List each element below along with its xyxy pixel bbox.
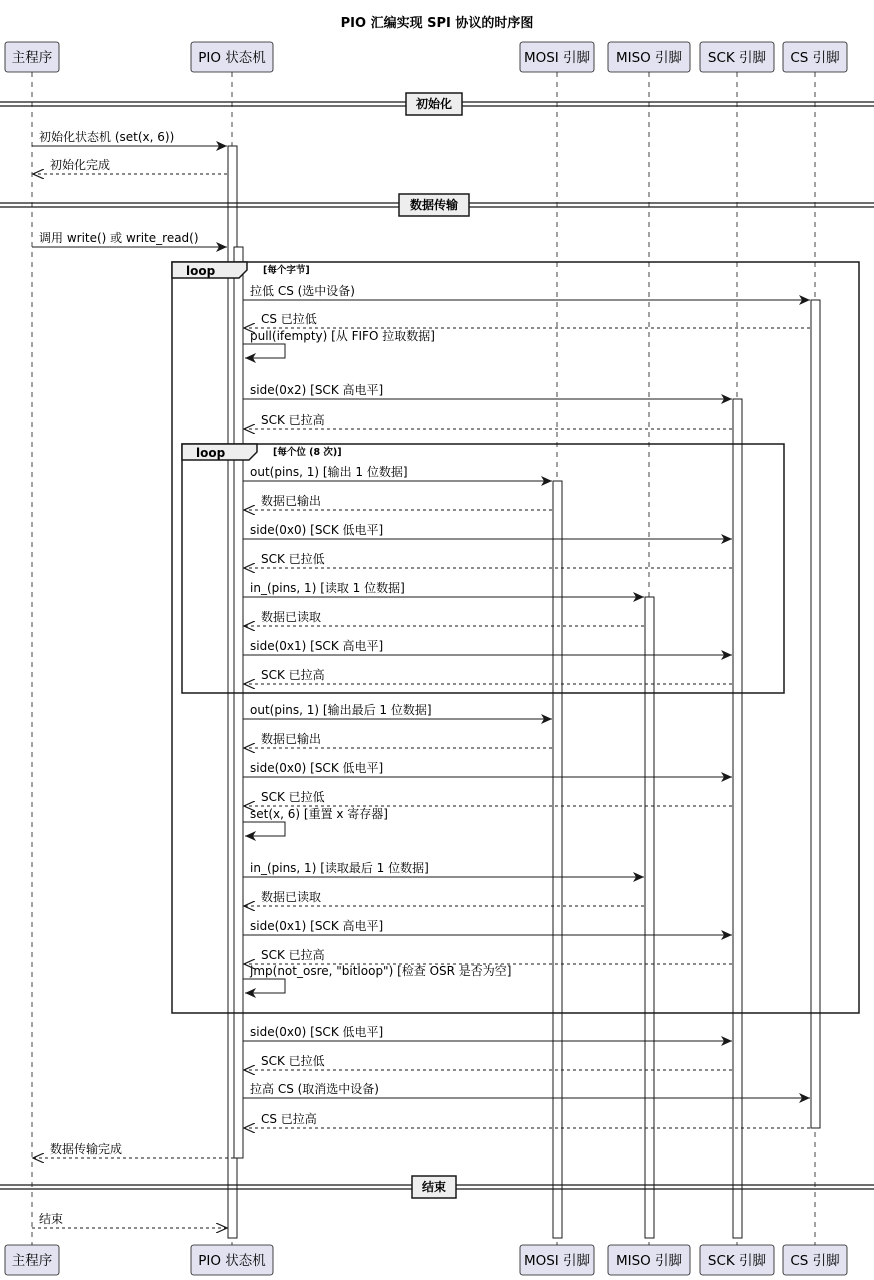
loop-condition: [每个字节] [263, 265, 310, 276]
message-27 [243, 1024, 732, 1041]
svg-text:CS 引脚: CS 引脚 [790, 1253, 840, 1269]
message-31 [33, 1141, 234, 1158]
svg-text:结束: 结束 [39, 1212, 64, 1226]
svg-text:调用 write() 或 write_read(): 调用 write() 或 write_read() [39, 231, 199, 245]
participant-main-top [5, 42, 59, 72]
svg-text:CS 引脚: CS 引脚 [790, 50, 840, 66]
svg-text:CS 已拉高: CS 已拉高 [261, 1112, 317, 1126]
svg-text:MISO 引脚: MISO 引脚 [615, 50, 683, 66]
svg-text:数据传输: 数据传输 [409, 198, 459, 212]
svg-text:side(0x2) [SCK 高电平]: side(0x2) [SCK 高电平] [250, 383, 384, 397]
message-29 [243, 1081, 810, 1098]
svg-text:主程序: 主程序 [11, 1253, 53, 1269]
diagram-title: PIO 汇编实现 SPI 协议的时序图 [340, 16, 534, 31]
participant-miso-top [608, 42, 690, 72]
svg-text:PIO 状态机: PIO 状态机 [198, 50, 266, 66]
message-24 [243, 918, 732, 935]
message-21 [243, 806, 388, 836]
svg-text:初始化完成: 初始化完成 [50, 158, 111, 172]
cs-activation [811, 300, 820, 1128]
message-4 [243, 283, 810, 300]
svg-text:out(pins, 1) [输出 1 位数据]: out(pins, 1) [输出 1 位数据] [250, 465, 408, 479]
message-25 [244, 947, 732, 964]
svg-text:MISO 引脚: MISO 引脚 [615, 1253, 683, 1269]
loop-keyword: loop [196, 446, 226, 460]
message-16 [244, 667, 732, 684]
message-3 [32, 231, 227, 247]
svg-text:初始化状态机 (set(x, 6)): 初始化状态机 (set(x, 6)) [39, 130, 175, 144]
svg-text:MOSI 引脚: MOSI 引脚 [523, 1253, 591, 1269]
svg-text:MOSI 引脚: MOSI 引脚 [523, 50, 591, 66]
participant-cs-top [783, 42, 847, 72]
message-30 [244, 1111, 810, 1128]
message-11 [243, 522, 732, 539]
svg-text:in_(pins, 1) [读取最后 1 位数据]: in_(pins, 1) [读取最后 1 位数据] [250, 861, 429, 875]
participant-mosi-top [520, 42, 594, 72]
message-8 [244, 412, 732, 429]
svg-text:数据已读取: 数据已读取 [261, 890, 322, 904]
pio-activation-transfer [234, 247, 243, 1158]
mosi-activation [553, 481, 562, 1238]
participant-mosi-bottom [520, 1245, 594, 1275]
svg-text:SCK 已拉低: SCK 已拉低 [261, 790, 325, 804]
svg-text:SCK 已拉高: SCK 已拉高 [261, 948, 325, 962]
svg-text:拉高 CS (取消选中设备): 拉高 CS (取消选中设备) [250, 1082, 379, 1096]
svg-text:数据已输出: 数据已输出 [261, 494, 322, 508]
svg-text:数据已输出: 数据已输出 [261, 732, 322, 746]
svg-text:side(0x1) [SCK 高电平]: side(0x1) [SCK 高电平] [250, 919, 384, 933]
loop-keyword: loop [186, 264, 216, 278]
svg-text:数据已读取: 数据已读取 [261, 610, 322, 624]
svg-text:SCK 已拉高: SCK 已拉高 [261, 668, 325, 682]
message-23 [244, 889, 644, 906]
message-32 [32, 1211, 227, 1228]
svg-text:out(pins, 1) [输出最后 1 位数据]: out(pins, 1) [输出最后 1 位数据] [250, 703, 432, 717]
message-9 [243, 464, 552, 481]
message-2 [33, 157, 227, 174]
message-13 [243, 580, 644, 597]
svg-text:数据传输完成: 数据传输完成 [50, 1142, 123, 1156]
section-divider-1 [0, 93, 874, 115]
message-12 [244, 551, 732, 568]
participant-cs-bottom [783, 1245, 847, 1275]
message-28 [244, 1053, 732, 1070]
message-10 [244, 493, 552, 510]
message-17 [243, 702, 552, 719]
message-7 [243, 382, 732, 399]
svg-text:set(x, 6) [重置 x 寄存器]: set(x, 6) [重置 x 寄存器] [250, 807, 388, 821]
loop-condition: [每个位 (8 次)] [273, 447, 342, 458]
message-26 [243, 963, 511, 993]
participant-pio-top [191, 42, 273, 72]
message-14 [244, 609, 644, 626]
svg-text:初始化: 初始化 [415, 97, 453, 111]
participant-miso-bottom [608, 1245, 690, 1275]
participant-sck-top [700, 42, 774, 72]
message-6 [243, 328, 435, 358]
sck-activation [733, 399, 742, 1238]
message-18 [244, 731, 552, 748]
participant-pio-bottom [191, 1245, 273, 1275]
participant-main-bottom [5, 1245, 59, 1275]
message-19 [243, 760, 732, 777]
svg-text:side(0x0) [SCK 低电平]: side(0x0) [SCK 低电平] [250, 1025, 384, 1039]
svg-text:side(0x0) [SCK 低电平]: side(0x0) [SCK 低电平] [250, 761, 384, 775]
section-divider-3 [0, 1176, 874, 1198]
svg-text:in_(pins, 1) [读取 1 位数据]: in_(pins, 1) [读取 1 位数据] [250, 581, 405, 595]
svg-text:CS 已拉低: CS 已拉低 [261, 312, 317, 326]
svg-text:jmp(not_osre, "bitloop") [检查 O: jmp(not_osre, "bitloop") [检查 OSR 是否为空] [250, 964, 512, 978]
svg-text:SCK 已拉低: SCK 已拉低 [261, 552, 325, 566]
svg-text:SCK 引脚: SCK 引脚 [707, 1253, 767, 1269]
message-1 [32, 129, 227, 146]
message-5 [244, 311, 810, 328]
svg-text:SCK 已拉低: SCK 已拉低 [261, 1054, 325, 1068]
svg-text:拉低 CS (选中设备): 拉低 CS (选中设备) [250, 284, 355, 298]
svg-text:side(0x0) [SCK 低电平]: side(0x0) [SCK 低电平] [250, 523, 384, 537]
svg-text:主程序: 主程序 [11, 50, 53, 66]
svg-text:SCK 引脚: SCK 引脚 [707, 50, 767, 66]
message-15 [243, 638, 732, 655]
svg-text:side(0x1) [SCK 高电平]: side(0x1) [SCK 高电平] [250, 639, 384, 653]
svg-text:PIO 状态机: PIO 状态机 [198, 1253, 266, 1269]
svg-text:pull(ifempty) [从 FIFO 拉取数据]: pull(ifempty) [从 FIFO 拉取数据] [250, 329, 435, 343]
message-20 [244, 789, 732, 806]
svg-text:结束: 结束 [421, 1180, 447, 1194]
message-22 [243, 860, 644, 877]
section-divider-2 [0, 194, 874, 216]
svg-text:SCK 已拉高: SCK 已拉高 [261, 413, 325, 427]
participant-sck-bottom [700, 1245, 774, 1275]
